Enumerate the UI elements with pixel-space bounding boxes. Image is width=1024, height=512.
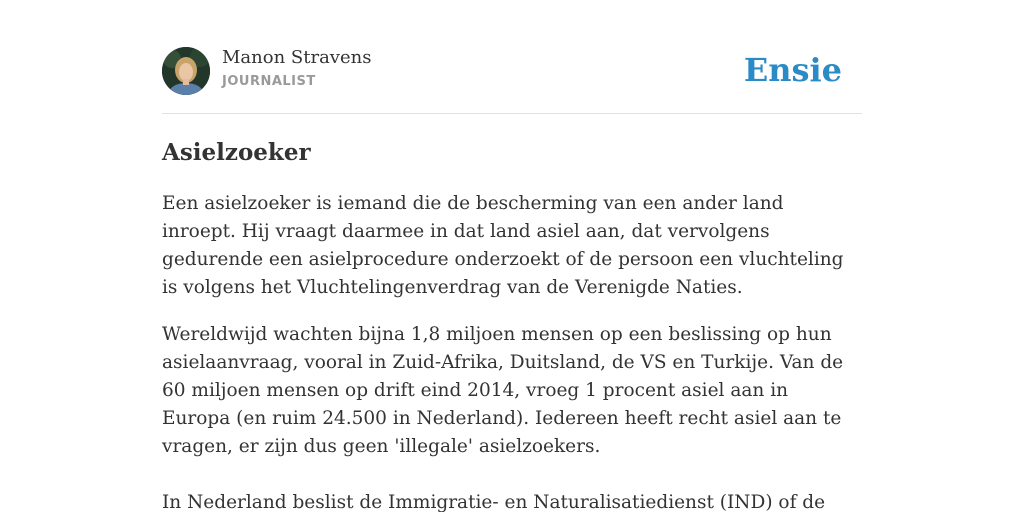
author-avatar[interactable] [162, 47, 210, 95]
author-name[interactable]: Manon Stravens [222, 47, 372, 68]
author-photo [162, 47, 210, 95]
article-paragraph: Een asielzoeker is iemand die de bescherming van een ander land inroept. Hij vraagt daarmee in dat land asiel aan, dat vervolgens gedurende een asielprocedure onderzoekt of de persoon een vluchteling is volgens het Vluchtelingenverdrag van de Verenigde Naties. [162, 193, 844, 298]
article-page [162, 0, 862, 512]
article-paragraph: In Nederland beslist de Immigratie- en Naturalisatiedienst (IND) of de [162, 492, 826, 512]
article-title: Asielzoeker [162, 139, 311, 166]
header-divider [162, 113, 862, 114]
author-role: JOURNALIST [222, 74, 316, 89]
brand-logo[interactable]: Ensie [743, 51, 842, 89]
article-paragraph: Wereldwijd wachten bijna 1,8 miljoen mensen op een beslissing op hun asielaanvraag, vooral in Zuid-Afrika, Duitsland, de VS en Turkije. Van de 60 miljoen mensen op drift eind 2014, vroeg 1 procent asiel aan in Europa (en ruim 24.500 in Nederland). Iedereen heeft recht asiel aan te vragen, er zijn dus geen 'illegale' asielzoekers. [162, 324, 844, 457]
author-header [162, 47, 862, 95]
